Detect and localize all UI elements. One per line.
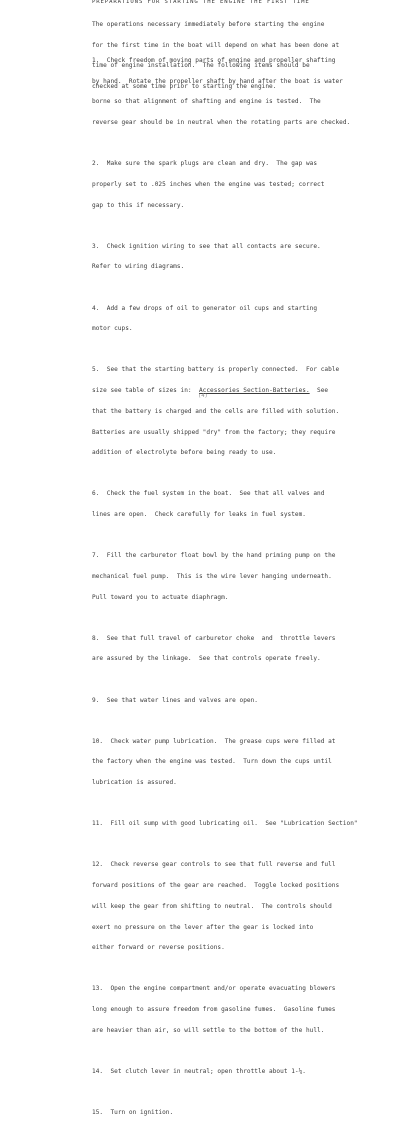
item-line: 14. Set clutch lever in neutral; open throttle about 1-¼. [92,1067,306,1075]
item-line: lines are open. Check carefully for leaks in fuel system. [92,511,306,519]
item-line: Refer to wiring diagrams. [92,263,185,271]
checklist-item-15 [92,1096,362,1131]
intro-line: for the first time in the boat will depend on what has been done at [92,41,340,49]
item-line: are heavier than air, so will settle to the bottom of the hull. [92,1026,325,1034]
item-line: 5. See that the starting battery is properly connected. For cable [92,366,340,374]
checklist-item-5 [92,354,362,471]
item-line: motor cups. [92,325,133,333]
item-line: either forward or reverse positions. [92,944,225,952]
item-line: 9. See that water lines and valves are open. [92,696,258,704]
item-line: the factory when the engine was tested. Turn down the cups until [92,758,332,766]
item-line: are assured by the linkage. See that controls operate freely. [92,655,321,663]
checklist-item-1 [92,41,362,141]
section-reference-link-text: Accessories Section-Batteries. [198,387,310,395]
checklist-item-11 [92,807,362,842]
checklist-item-7 [92,539,362,615]
item-line: will keep the gear from shifting to neutral. The controls should [92,902,332,910]
item-line: long enough to assure freedom from gasoline fumes. Gasoline fumes [92,1006,336,1014]
checklist-item-2 [92,147,362,223]
item-line: 3. Check ignition wiring to see that all contacts are secure. [92,242,321,250]
checklist-item-10 [92,725,362,801]
item-line: 15. Turn on ignition. [92,1109,174,1117]
item-line: 2. Make sure the spark plugs are clean and dry. The gap was [92,160,318,168]
item-line: reverse gear should be in neutral when the rotating parts are checked. [92,118,351,126]
checklist-item-14 [92,1055,362,1090]
item-line: addition of electrolyte before being ready to use. [92,449,277,457]
intro-line: time of engine installation. The following items should be [92,62,310,70]
item-line: gap to this if necessary. [92,201,185,209]
checklist-item-8 [92,622,362,677]
item-line: 6. Check the fuel system in the boat. See that all valves and [92,490,325,498]
item-line: borne so that alignment of shafting and engine is tested. The [92,98,321,106]
item-line: 12. Check reverse gear controls to see that full reverse and full [92,861,336,869]
intro-line: checked at some time prior to starting the engine. [92,82,277,90]
checklist-item-9 [92,684,362,719]
item-line: 8. See that full travel of carburetor choke and throttle levers [92,634,336,642]
document-title: PREPARATIONS FOR STARTING THE ENGINE THE FIRST TIME [92,0,310,5]
checklist-item-4 [92,292,362,347]
checklist-item-13 [92,973,362,1049]
item-line: 1. Check freedom of moving parts of engine and propeller shafting [92,56,336,64]
checklist-item-3 [92,230,362,285]
item-line: 4. Add a few drops of oil to generator oil cups and starting [92,304,318,312]
item-line: 11. Fill oil sump with good lubricating oil. See "Lubrication Section" [92,820,358,828]
item-line: Pull toward you to actuate diaphragm. [92,593,229,601]
item-line: mechanical fuel pump. This is the wire lever hanging underneath. [92,572,332,580]
checklist-item-12 [92,849,362,966]
item-line: 10. Check water pump lubrication. The grease cups were filled at [92,737,336,745]
page-number: (4) [198,393,208,399]
item-line: size see table of sizes in: Accessories Section-Batteries. See [92,387,329,395]
item-line: that the battery is charged and the cells are filled with solution. [92,407,340,415]
item-line: exert no pressure on the lever after the gear is locked into [92,923,314,931]
item-line: properly set to .025 inches when the engine was tested; correct [92,180,325,188]
checklist-item-6 [92,478,362,533]
item-line: forward positions of the gear are reached. Toggle locked positions [92,882,340,890]
item-line: 7. Fill the carburetor float bowl by the hand priming pump on the [92,552,336,560]
intro-line: The operations necessary immediately before starting the engine [92,20,325,28]
item-line: Batteries are usually shipped "dry" from the factory; they require [92,428,336,436]
checklist [92,41,362,1137]
item-line: 13. Open the engine compartment and/or operate evacuating blowers [92,985,336,993]
item-line: lubrication is assured. [92,779,177,787]
item-line: by hand. Rotate the propeller shaft by hand after the boat is water [92,77,343,85]
